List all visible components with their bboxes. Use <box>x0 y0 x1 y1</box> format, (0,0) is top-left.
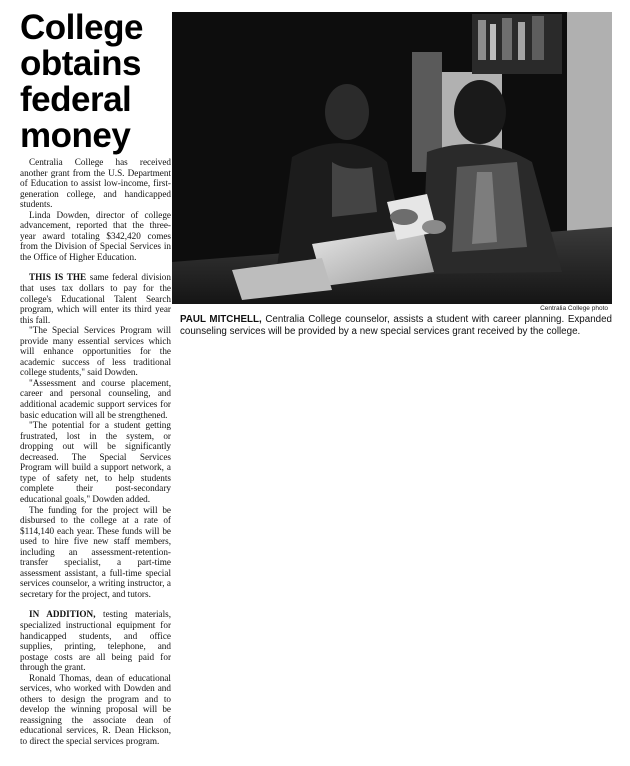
student-head <box>454 80 506 144</box>
book <box>502 18 512 60</box>
counselor-shirt <box>332 162 377 217</box>
caption-name: PAUL MITCHELL, <box>180 314 262 325</box>
article-body <box>20 157 171 747</box>
subhead-lead: THIS IS THE <box>29 272 87 283</box>
photo-caption <box>180 314 612 338</box>
paragraph-text: testing materials, specialized instructional equipment for handicapped students, and office supplies, printing, telephone, and postage costs are all being paid for through the grant. <box>20 609 172 673</box>
book <box>532 16 544 60</box>
paragraph: "Assessment and course placement, career and personal counseling, and additional academic support services for basic education will all be strengthened. <box>20 377 171 420</box>
paragraph-text: same federal division that uses tax dollars to pay for the college's Educational Talent Search program, which will enter its third year this fall. <box>20 272 171 325</box>
hand <box>390 209 418 225</box>
headline <box>20 10 170 154</box>
counselor-head <box>325 84 369 140</box>
paragraph <box>20 609 171 672</box>
caption-text: Centralia College counselor, assists a student with career planning. Expanded counseling services will be provided by a new special services grant received by the college. <box>180 314 612 337</box>
paragraph: "The Special Services Program will provide many essential services which will enhance opportunities for the academic success of less traditional college students," said Dowden. <box>20 325 171 378</box>
photo-image <box>172 12 612 304</box>
photo-credit: Centralia College photo <box>540 305 608 312</box>
subhead-lead: IN ADDITION, <box>29 609 96 620</box>
headline-line: money <box>20 116 131 155</box>
book <box>490 24 496 60</box>
paragraph: The funding for the project will be disbursed to the college at a rate of $114,140 each year. These funds will be used to hire five new staff members, including an assessment-retention-transfer specialist, a part-time assessment assistant, a full-time special services counselor, a writing instructor, a secretary for the project, and tutors. <box>20 504 171 599</box>
headline-line: obtains <box>20 44 141 83</box>
headline-line: College <box>20 8 143 47</box>
paragraph: Ronald Thomas, dean of educational services, who worked with Dowden and others to design the program and to develop the winning proposal will be reassigning the associate dean of educational services, R. Dean Hickson, to direct the special services program. <box>20 672 171 746</box>
book <box>478 20 486 60</box>
paragraph: Centralia College has received another grant from the U.S. Department of Education to assist low-income, first-generation college, and handicapped students. <box>20 157 171 210</box>
paragraph <box>20 272 171 325</box>
hand <box>422 220 446 234</box>
paragraph: Linda Dowden, director of college advancement, reported that the three-year award totaling $342,420 comes from the Division of Special Services in the Office of Higher Education. <box>20 209 171 262</box>
book <box>518 22 525 60</box>
paragraph: "The potential for a student getting frustrated, lost in the system, or dropping out will be significantly decreased. The Special Services Program will build a support network, a type of safety net, to help students complete their post-secondary educational goals," Dowden added. <box>20 420 171 504</box>
news-photo <box>172 12 612 304</box>
headline-line: federal <box>20 80 132 119</box>
